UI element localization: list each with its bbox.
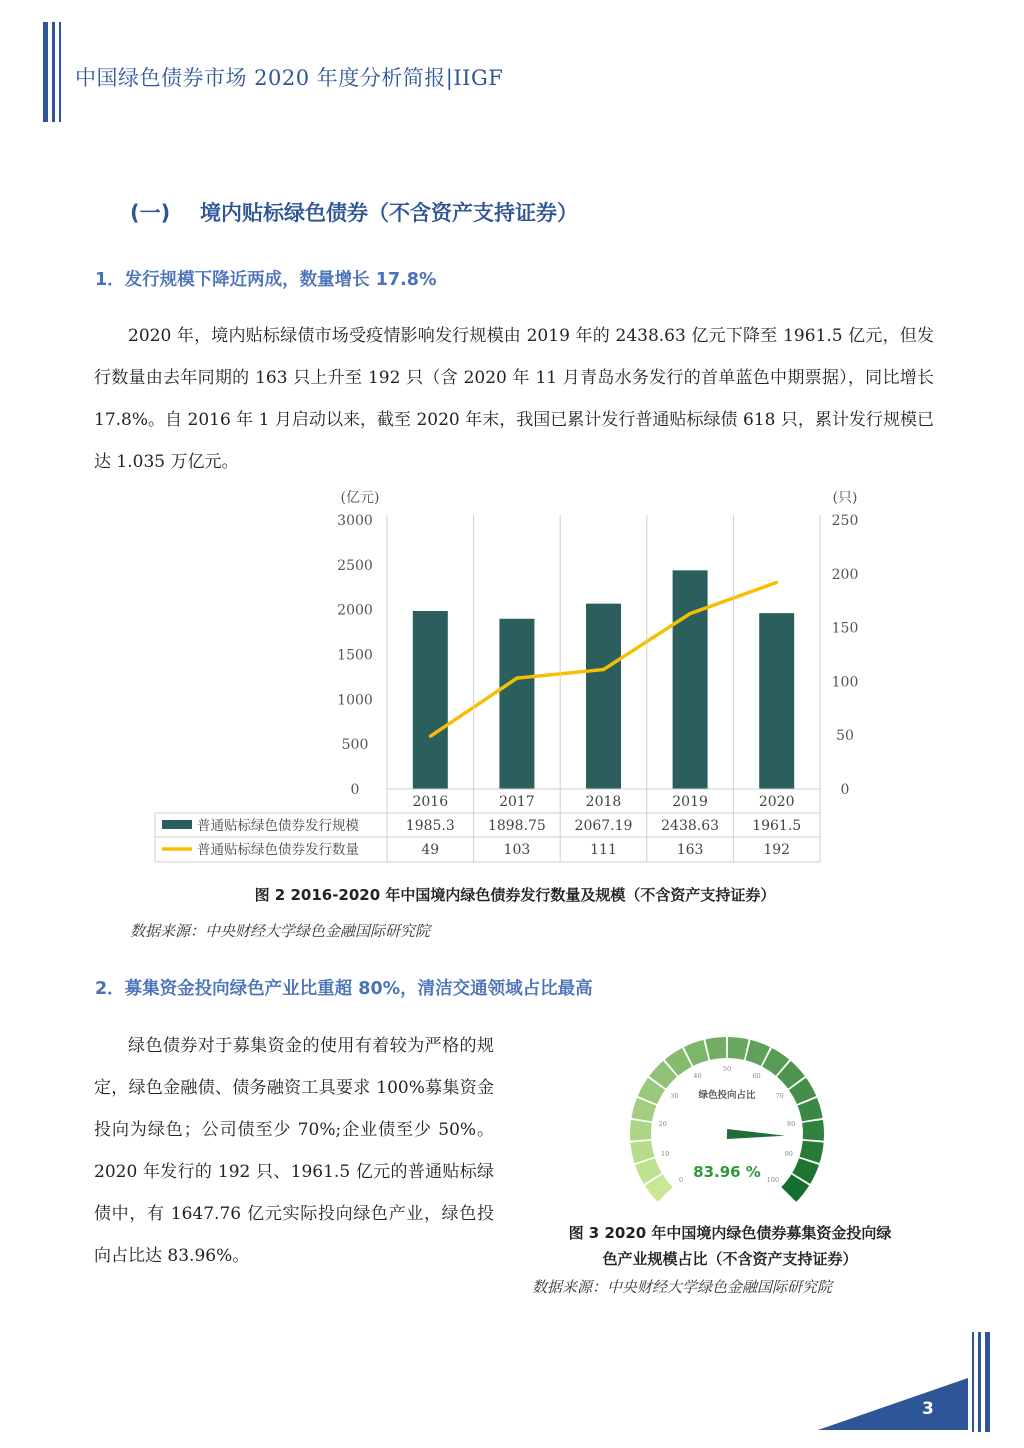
x-tick-label: 2016 [412, 794, 449, 810]
y-right-tick-label: 200 [831, 566, 859, 583]
y-left-unit: (亿元) [340, 490, 380, 506]
paragraph-2-text: 绿色债券对于募集资金的使用有着较为严格的规定，绿色金融债、债务融资工具要求 100%募集资金投向为绿色；公司债至少 70%;企业债至少 50%。2020 年发行的 192 只、1961.5 亿元的普通贴标绿债中，有 1647.76 亿元实际投向绿色产业，绿色投向占比达 83.96%。 [94, 1036, 494, 1266]
bar-issuance-scale [759, 613, 794, 789]
y-left-tick-label: 0 [350, 782, 360, 798]
header-decoration-bars [43, 22, 65, 122]
y-right-tick-label: 150 [831, 620, 859, 637]
gauge-arc-segment [630, 1120, 652, 1141]
y-left-tick-label: 1000 [337, 692, 373, 709]
gauge-arc-segment [728, 1037, 749, 1060]
gauge-tick-label: 0 [678, 1175, 684, 1184]
table-value-issuance-count: 111 [590, 842, 617, 858]
y-left-tick-label: 500 [341, 737, 369, 754]
gauge-arc-segment [705, 1037, 726, 1060]
bar-issuance-scale [413, 611, 448, 789]
gauge-tick-label: 40 [693, 1072, 702, 1081]
gauge-title: 绿色投向占比 [698, 1090, 756, 1101]
section-title: 境内贴标绿色债券（不含资产支持证券） [200, 201, 578, 225]
gauge-needle [727, 1129, 785, 1139]
gauge-tick-label: 80 [787, 1119, 796, 1128]
gauge-value: 83.96 % [693, 1163, 761, 1181]
y-right-tick-label: 0 [840, 782, 850, 798]
figure-3-caption-line-2: 色产业规模占比（不含资产支持证券） [602, 1250, 858, 1268]
gauge-tick-label: 10 [661, 1150, 670, 1159]
header-title: 中国绿色债券市场 2020 年度分析简报|IIGF [75, 66, 504, 90]
legend-label-issuance-scale: 普通贴标绿色债券发行规模 [197, 818, 359, 834]
x-tick-label: 2017 [499, 794, 535, 810]
table-value-issuance-scale: 2438.63 [661, 818, 720, 834]
paragraph-1 [94, 315, 934, 483]
bar-issuance-scale [499, 619, 534, 789]
y-right-tick-label: 250 [831, 513, 859, 529]
table-value-issuance-scale: 2067.19 [574, 818, 633, 834]
x-tick-label: 2020 [758, 794, 795, 810]
legend-swatch-issuance-scale [162, 820, 192, 829]
y-left-tick-label: 2500 [337, 557, 373, 574]
legend-label-issuance-count: 普通贴标绿色债券发行数量 [197, 842, 359, 858]
section-number: (一) [130, 201, 171, 225]
section-heading [130, 197, 578, 227]
figure-2-caption: 图 2 2016-2020 年中国境内绿色债券发行数量及规模（不含资产支持证券） [254, 886, 776, 904]
y-left-tick-label: 1500 [337, 647, 373, 664]
gauge-tick-label: 50 [722, 1065, 732, 1073]
figure-3-caption [520, 1220, 940, 1272]
line-point-issuance-count [429, 735, 432, 738]
y-right-tick-label: 100 [831, 674, 859, 691]
subsection-1-title: 1．发行规模下降近两成，数量增长 17.8% [95, 270, 437, 290]
green-investment-gauge [620, 1032, 835, 1212]
x-tick-label: 2019 [672, 794, 708, 810]
y-right-unit: (只) [832, 490, 858, 506]
bar-issuance-scale [586, 604, 621, 789]
gauge-tick-label: 20 [658, 1119, 667, 1128]
figure-2-source: 数据来源：中央财经大学绿色金融国际研究院 [130, 922, 431, 940]
gauge-tick-label: 90 [784, 1150, 793, 1159]
y-left-tick-label: 3000 [337, 513, 373, 529]
footer-page-triangle [818, 1378, 970, 1430]
bar-issuance-scale [673, 570, 708, 789]
table-value-issuance-scale: 1898.75 [487, 818, 546, 834]
gauge-tick-label: 70 [775, 1091, 784, 1100]
line-point-issuance-count [602, 668, 605, 671]
paragraph-1-text: 2020 年，境内贴标绿债市场受疫情影响发行规模由 2019 年的 2438.63 亿元下降至 1961.5 亿元，但发行数量由去年同期的 163 只上升至 192 只（含 2020 年 11 月青岛水务发行的首单蓝色中期票据），同比增长 17.8%。自 2016 年 1 月启动以来，截至 2020 年末，我国已累计发行普通贴标绿债 618 只，累计发行规模已达 1.035 万亿元。 [94, 326, 934, 472]
y-left-tick-label: 2000 [337, 602, 373, 619]
table-value-issuance-count: 49 [421, 842, 440, 858]
gauge-tick-label: 100 [766, 1175, 780, 1184]
gauge-tick-label: 30 [670, 1091, 679, 1100]
paragraph-2 [94, 1025, 494, 1277]
subsection-2-title: 2．募集资金投向绿色产业比重超 80%，清洁交通领域占比最高 [95, 979, 593, 999]
table-value-issuance-scale: 1961.5 [752, 818, 802, 834]
x-tick-label: 2018 [585, 794, 622, 810]
gauge-arc-segment [802, 1120, 824, 1141]
y-right-tick-label: 50 [836, 728, 854, 745]
line-point-issuance-count [775, 581, 778, 584]
footer-decoration-bars [972, 1332, 990, 1432]
page-number: 3 [922, 1399, 934, 1419]
bond-issuance-chart [150, 480, 880, 870]
line-point-issuance-count [515, 677, 518, 680]
table-value-issuance-count: 103 [503, 842, 531, 858]
line-point-issuance-count [689, 612, 692, 615]
table-value-issuance-count: 192 [763, 842, 791, 858]
figure-3-caption-line-1: 图 3 2020 年中国境内绿色债券募集资金投向绿 [568, 1224, 892, 1242]
table-value-issuance-count: 163 [676, 842, 704, 858]
gauge-tick-label: 60 [752, 1072, 761, 1081]
figure-3-source: 数据来源：中央财经大学绿色金融国际研究院 [532, 1278, 833, 1296]
table-value-issuance-scale: 1985.3 [405, 818, 455, 834]
